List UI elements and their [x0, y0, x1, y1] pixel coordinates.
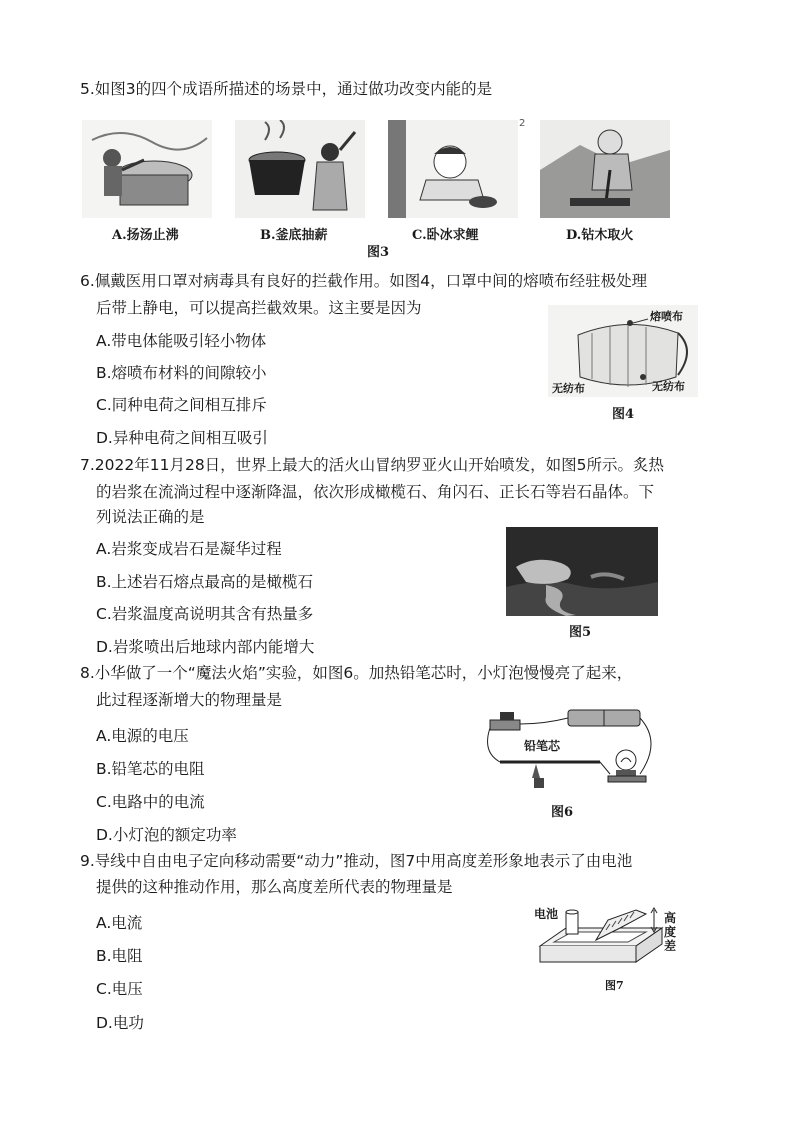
figure-3-label: 图3 — [367, 245, 390, 260]
caption-c: C.卧冰求鲤 — [412, 228, 479, 243]
question-9-stem-line1: 9.导线中自由电子定向移动需要“动力”推动，图7中用高度差形象地表示了由电池 — [80, 852, 633, 870]
caption-d: D.钻木取火 — [566, 228, 634, 243]
volcano-photo — [506, 527, 658, 616]
question-9-stem-line2: 提供的这种推动作用，那么高度差所代表的物理量是 — [96, 878, 453, 896]
caption-a: A.扬汤止沸 — [112, 228, 179, 243]
illustration-firewood — [235, 120, 365, 218]
question-7-option-a: A.岩浆变成岩石是凝华过程 — [96, 540, 282, 558]
question-6-option-a: A.带电体能吸引轻小物体 — [96, 332, 267, 350]
question-8-option-c: C.电路中的电流 — [96, 793, 205, 811]
question-7-option-b: B.上述岩石熔点最高的是橄榄石 — [96, 573, 314, 591]
question-8-option-a: A.电源的电压 — [96, 727, 189, 745]
figure-4-label: 图4 — [612, 407, 635, 422]
question-7-stem-line2: 的岩浆在流淌过程中逐渐降温，依次形成橄榄石、角闪石、正长石等岩石晶体。下 — [96, 483, 655, 501]
question-7-option-c: C.岩浆温度高说明其含有热量多 — [96, 605, 314, 623]
question-9-option-c: C.电压 — [96, 980, 143, 998]
question-6-option-d: D.异种电荷之间相互吸引 — [96, 429, 268, 447]
label-pencil-lead: 铅笔芯 — [524, 739, 561, 753]
question-5-stem: 5.如图3的四个成语所描述的场景中，通过做功改变内能的是 — [80, 80, 493, 98]
question-8-stem-line1: 8.小华做了一个“魔法火焰”实验，如图6。加热铅笔芯时，小灯泡慢慢亮了起来， — [80, 664, 633, 682]
question-8-stem-line2: 此过程逐渐增大的物理量是 — [96, 691, 283, 709]
question-6-stem-line1: 6.佩戴医用口罩对病毒具有良好的拦截作用。如图4，口罩中间的熔喷布经驻极处理 — [80, 272, 648, 290]
question-9-option-a: A.电流 — [96, 914, 143, 932]
question-7-stem-line1: 7.2022年11月28日，世界上最大的活火山冒纳罗亚火山开始喷发，如图5所示。炙热 — [80, 456, 665, 474]
figure-5-label: 图5 — [569, 625, 592, 640]
label-nonwoven-left: 无纺布 — [552, 382, 585, 395]
illustration-lying-on-ice — [388, 120, 518, 218]
question-9-option-d: D.电功 — [96, 1014, 144, 1032]
question-7-option-d: D.岩浆喷出后地球内部内能增大 — [96, 638, 315, 656]
question-6-stem-line2: 后带上静电，可以提高拦截效果。这主要是因为 — [96, 299, 422, 317]
question-8-option-b: B.铅笔芯的电阻 — [96, 760, 205, 778]
circuit-diagram — [480, 702, 662, 794]
label-height-difference: 高度差 — [664, 911, 677, 953]
caption-b: B.釜底抽薪 — [260, 228, 328, 243]
question-9-option-b: B.电阻 — [96, 947, 143, 965]
question-6-option-c: C.同种电荷之间相互排斥 — [96, 396, 267, 414]
label-meltblown: 熔喷布 — [650, 310, 683, 323]
label-battery: 电池 — [534, 907, 559, 921]
label-nonwoven-right: 无纺布 — [652, 380, 685, 393]
illustration-drilling-wood — [540, 120, 670, 218]
illustration-boiling-soup — [82, 120, 212, 218]
question-8-option-d: D.小灯泡的额定功率 — [96, 826, 237, 844]
figure-6-label: 图6 — [551, 805, 574, 820]
question-7-stem-line3: 列说法正确的是 — [96, 508, 205, 526]
figure-7-label: 图7 — [605, 979, 624, 992]
corner-mark: 2 — [519, 118, 526, 129]
question-6-option-b: B.熔喷布材料的间隙较小 — [96, 364, 267, 382]
